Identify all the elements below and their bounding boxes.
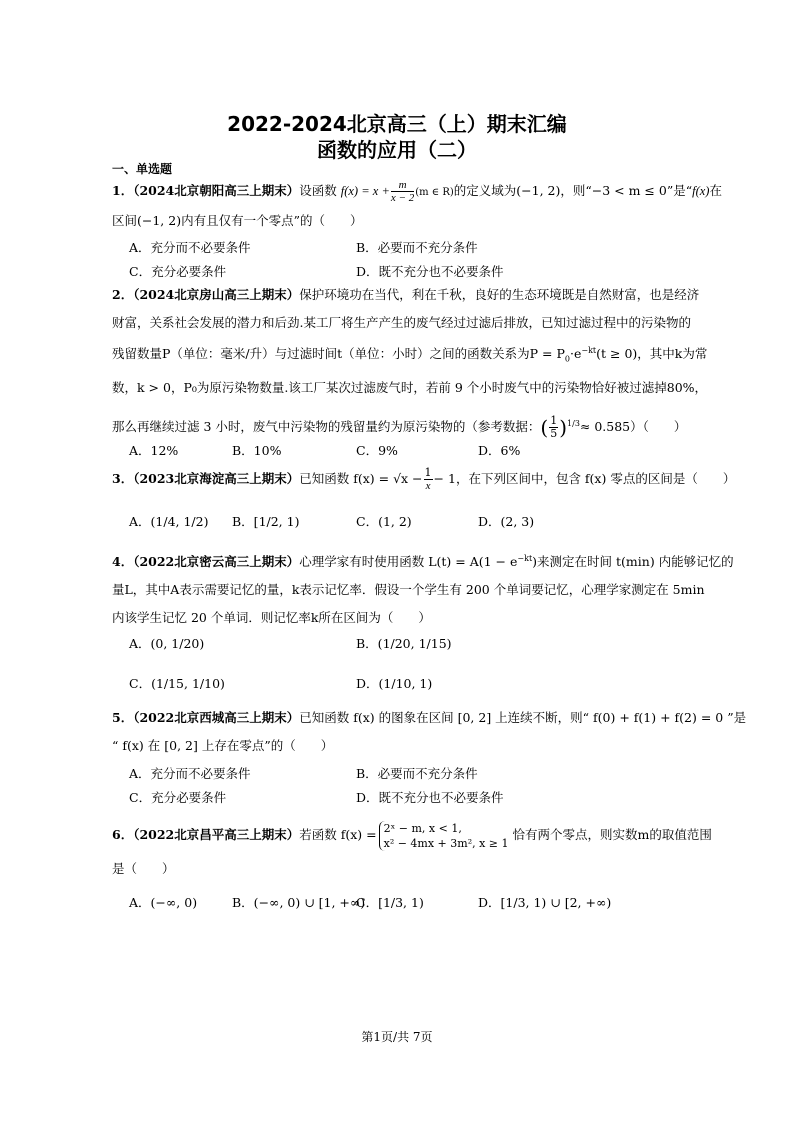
option-d[interactable]: D．(1/10, 1) bbox=[356, 676, 433, 691]
subscript: 0 bbox=[564, 354, 570, 364]
exponent: 1/3 bbox=[567, 418, 580, 428]
fraction: $\frac{1}{x}$ bbox=[424, 466, 432, 492]
formula: f(x) = x + bbox=[340, 184, 390, 198]
question-number: 4． bbox=[112, 554, 134, 570]
question-1 bbox=[112, 177, 722, 235]
option-b[interactable]: B．必要而不充分条件 bbox=[356, 766, 478, 781]
question-number: 3． bbox=[112, 471, 134, 486]
option-c[interactable]: C．9% bbox=[356, 443, 398, 458]
option-a[interactable]: A．充分而不必要条件 bbox=[129, 240, 251, 255]
question-number: 2． bbox=[112, 287, 134, 302]
question-text: 的定义域为(−1, 2)，则“−3 < m ≤ 0”是“ bbox=[453, 183, 693, 198]
option-c[interactable]: C．充分必要条件 bbox=[129, 264, 227, 279]
section-heading: 一、单选题 bbox=[112, 162, 173, 176]
option-a[interactable]: A．12% bbox=[129, 443, 179, 458]
question-source: （2024北京房山高三上期末） bbox=[133, 287, 300, 302]
question-source: （2022北京西城高三上期末） bbox=[133, 710, 300, 725]
option-a[interactable]: A．充分而不必要条件 bbox=[129, 766, 251, 781]
question-text: − 1，在下列区间中，包含 f(x) 零点的区间是（ ） bbox=[433, 471, 736, 486]
document-title: 2022-2024北京高三（上）期末汇编 bbox=[227, 112, 567, 136]
question-number: 5． bbox=[112, 710, 134, 725]
question-text: 已知函数 f(x) 的图象在区间 [0, 2] 上连续不断，则“ f(0) + f(1) + f(2) = 0 ”是 bbox=[299, 710, 747, 725]
question-text: (t ≥ 0)，其中k为常 bbox=[596, 346, 708, 362]
question-number: 1． bbox=[112, 183, 134, 198]
question-text: 那么再继续过滤 3 小时，废气中污染物的残留量约为原污染物的（参考数据： bbox=[112, 418, 541, 434]
option-b[interactable]: B．10% bbox=[232, 443, 282, 458]
question-source: （2023北京海淀高三上期末） bbox=[133, 471, 300, 486]
question-text: 恰有两个零点，则实数m的取值范围 bbox=[512, 827, 712, 842]
option-d[interactable]: D．既不充分也不必要条件 bbox=[356, 790, 504, 805]
question-text: 心理学家有时使用函数 L(t) = A(1 − e bbox=[299, 554, 518, 570]
question-text: 是（ ） bbox=[112, 861, 175, 876]
option-b[interactable]: B．(−∞, 0) ∪ [1, +∞) bbox=[232, 895, 366, 910]
option-c[interactable]: C．(1, 2) bbox=[356, 514, 412, 529]
question-3 bbox=[112, 465, 736, 493]
question-4 bbox=[112, 545, 734, 632]
formula: f(x) bbox=[692, 184, 710, 198]
option-a[interactable]: A．(0, 1/20) bbox=[129, 636, 205, 651]
question-text: 若函数 f(x) = bbox=[299, 827, 377, 842]
option-c[interactable]: C．[1/3, 1) bbox=[356, 895, 424, 910]
question-text: 残留数量P（单位：毫米/升）与过滤时间t（单位：小时）之间的函数关系为P = P bbox=[112, 346, 565, 362]
question-text: ·e bbox=[569, 346, 582, 362]
question-6 bbox=[112, 815, 712, 883]
question-text: 保护环境功在当代，利在千秋，良好的生态环境既是自然财富，也是经济 bbox=[299, 287, 700, 302]
question-source: （2024北京朝阳高三上期末） bbox=[133, 183, 300, 198]
option-b[interactable]: B．[1/2, 1) bbox=[232, 514, 300, 529]
question-text: 区间(−1, 2)内有且仅有一个零点”的（ ） bbox=[112, 213, 363, 228]
option-d[interactable]: D．(2, 3) bbox=[478, 514, 535, 529]
exponent: −kt bbox=[581, 346, 597, 355]
formula-note: (m ∈ R) bbox=[415, 187, 454, 198]
question-source: （2022北京昌平高三上期末） bbox=[133, 827, 300, 842]
piecewise-function: 2ˣ − m, x < 1, x² − 4mx + 3m², x ≥ 1 bbox=[379, 821, 509, 851]
option-d[interactable]: D．6% bbox=[478, 443, 521, 458]
question-5 bbox=[112, 704, 747, 760]
question-text: 已知函数 f(x) = √x − bbox=[299, 471, 423, 486]
exponent: −kt bbox=[517, 554, 533, 563]
question-text: 在 bbox=[709, 183, 722, 198]
question-text: 量L，其中A表示需要记忆的量，k表示记忆率．假设一个学生有 200 个单词要记忆，心理学家测定在 5min bbox=[112, 582, 705, 598]
question-text: 内该学生记忆 20 个单词．则记忆率k所在区间为（ ） bbox=[112, 610, 431, 626]
option-c[interactable]: C．(1/15, 1/10) bbox=[129, 676, 225, 691]
question-text: “ f(x) 在 [0, 2] 上存在零点”的（ ） bbox=[112, 738, 334, 753]
option-a[interactable]: A．(1/4, 1/2) bbox=[129, 514, 209, 529]
option-b[interactable]: B．(1/20, 1/15) bbox=[356, 636, 452, 651]
question-text: ≈ 0.585）（ ） bbox=[579, 418, 687, 434]
fraction: $\frac{m}{x - 2}$ bbox=[390, 179, 415, 204]
document-subtitle: 函数的应用（二） bbox=[317, 138, 477, 162]
option-b[interactable]: B．必要而不充分条件 bbox=[356, 240, 478, 255]
question-source: （2022北京密云高三上期末） bbox=[133, 554, 300, 570]
page-number: 第1页/共 7页 bbox=[361, 1030, 433, 1044]
option-c[interactable]: C．充分必要条件 bbox=[129, 790, 227, 805]
option-d[interactable]: D．既不充分也不必要条件 bbox=[356, 264, 504, 279]
question-text: 财富，关系社会发展的潜力和后劲.某工厂将生产产生的废气经过过滤后排放，已知过滤过程中的污染物的 bbox=[112, 315, 691, 330]
question-text: 设函数 bbox=[299, 183, 337, 198]
question-number: 6． bbox=[112, 827, 134, 842]
question-text: 数，k > 0，P₀为原污染物数量.该工厂某次过滤废气时，若前 9 个小时废气中的污染物恰好被过滤掉80%， bbox=[112, 379, 708, 395]
question-2: 2．（2024北京房山高三上期末）保护环境功在当代，利在千秋，良好的生态环境既是自然财富，也是经济 财富，关系社会发展的潜力和后劲.某工厂将生产产生的废气经过过滤后排放，已知过滤过程中的污染物的 残留数量P（单位：毫米/升）与过滤时间t（单位：小时）之间的函数关系为$P = P_0\cdot e^{-kt}(t \ge 0)$，其中k为常 数，k > 0，P₀为原污染物数量.该工厂某次过滤废气时，若前 9 个小时废气中的污染物恰好被过滤掉80%， 那么再继续过滤 3 小时，废气中污染物的残留量约为原污染物的（参考数据：( $\frac{1}{5}$ )$^{1/3}$≈ 0.585）（ ） bbox=[112, 287, 708, 440]
option-a[interactable]: A．(−∞, 0) bbox=[129, 895, 198, 910]
question-text: )来测定在时间 t(min) 内能够记忆的 bbox=[532, 554, 734, 570]
option-d[interactable]: D．[1/3, 1) ∪ [2, +∞) bbox=[478, 895, 612, 910]
